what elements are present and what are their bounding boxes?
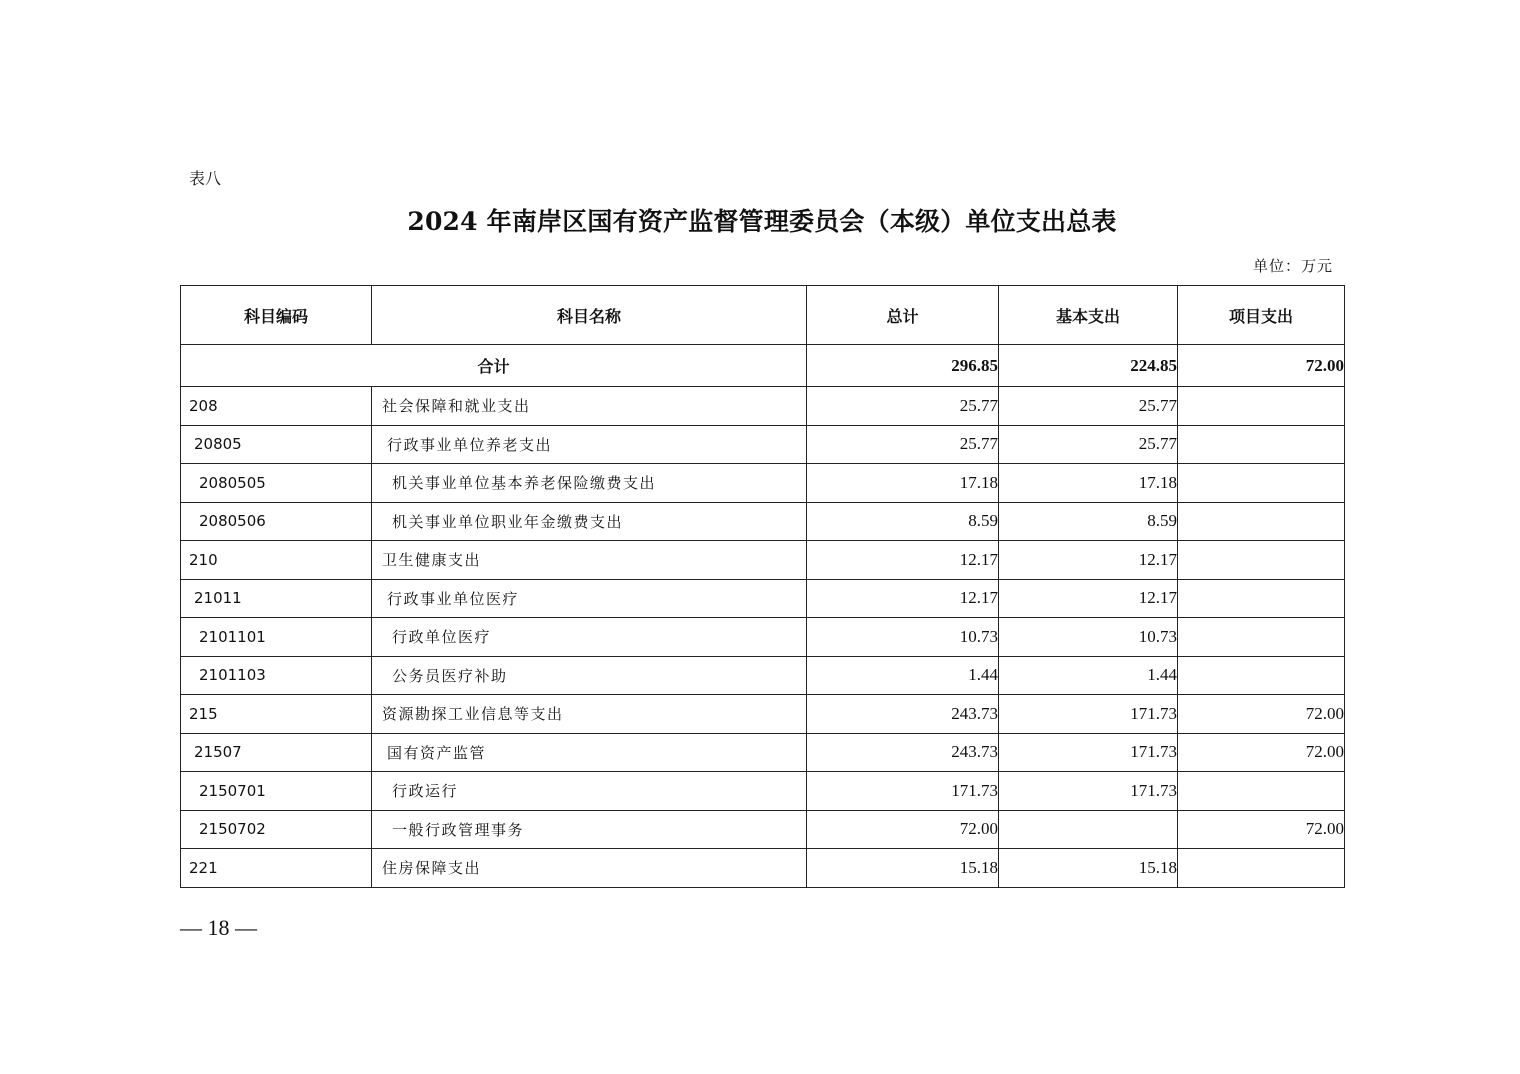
row-total: 243.73 <box>807 695 999 734</box>
table-row <box>181 695 1345 734</box>
table-row <box>181 541 1345 580</box>
row-code: 208 <box>181 387 372 426</box>
row-project: 72.00 <box>1178 733 1345 772</box>
header-code: 科目编码 <box>181 286 372 345</box>
row-code: 2150702 <box>181 810 372 849</box>
row-basic: 12.17 <box>999 541 1178 580</box>
row-name: 行政运行 <box>372 772 807 811</box>
table-header-row <box>181 286 1345 345</box>
table-row <box>181 502 1345 541</box>
row-project <box>1178 656 1345 695</box>
row-project: 72.00 <box>1178 695 1345 734</box>
total-project: 72.00 <box>1178 345 1345 387</box>
row-name: 一般行政管理事务 <box>372 810 807 849</box>
header-project: 项目支出 <box>1178 286 1345 345</box>
row-project <box>1178 425 1345 464</box>
row-code: 20805 <box>181 425 372 464</box>
row-basic: 25.77 <box>999 425 1178 464</box>
row-code: 2101101 <box>181 618 372 657</box>
row-basic: 171.73 <box>999 695 1178 734</box>
row-basic: 25.77 <box>999 387 1178 426</box>
unit-note: 单位：万元 <box>1252 257 1333 275</box>
row-name: 国有资产监管 <box>372 733 807 772</box>
row-name: 公务员医疗补助 <box>372 656 807 695</box>
row-project <box>1178 618 1345 657</box>
row-name: 卫生健康支出 <box>372 541 807 580</box>
table-row <box>181 849 1345 888</box>
row-basic: 1.44 <box>999 656 1178 695</box>
table-row <box>181 656 1345 695</box>
table-row <box>181 810 1345 849</box>
row-project <box>1178 502 1345 541</box>
row-project <box>1178 541 1345 580</box>
row-code: 21011 <box>181 579 372 618</box>
row-basic: 171.73 <box>999 733 1178 772</box>
row-total: 72.00 <box>807 810 999 849</box>
row-name: 资源勘探工业信息等支出 <box>372 695 807 734</box>
row-project <box>1178 464 1345 503</box>
row-total: 17.18 <box>807 464 999 503</box>
table-row <box>181 579 1345 618</box>
row-name: 社会保障和就业支出 <box>372 387 807 426</box>
header-name: 科目名称 <box>372 286 807 345</box>
header-total: 总计 <box>807 286 999 345</box>
row-code: 2101103 <box>181 656 372 695</box>
page-number: — 18 — <box>180 915 257 940</box>
row-project <box>1178 849 1345 888</box>
row-code: 2150701 <box>181 772 372 811</box>
row-code: 21507 <box>181 733 372 772</box>
table-row <box>181 425 1345 464</box>
table-row <box>181 772 1345 811</box>
row-project: 72.00 <box>1178 810 1345 849</box>
row-basic: 12.17 <box>999 579 1178 618</box>
total-label: 合计 <box>181 345 807 387</box>
row-code: 2080506 <box>181 502 372 541</box>
row-total: 15.18 <box>807 849 999 888</box>
row-name: 行政单位医疗 <box>372 618 807 657</box>
total-value: 296.85 <box>807 345 999 387</box>
table-label: 表八 <box>189 169 222 188</box>
header-basic: 基本支出 <box>999 286 1178 345</box>
row-code: 215 <box>181 695 372 734</box>
row-project <box>1178 579 1345 618</box>
row-total: 171.73 <box>807 772 999 811</box>
expenditure-table <box>180 285 1345 888</box>
row-project <box>1178 772 1345 811</box>
row-code: 221 <box>181 849 372 888</box>
row-name: 机关事业单位职业年金缴费支出 <box>372 502 807 541</box>
page-title: 2024 年南岸区国有资产监督管理委员会（本级）单位支出总表 <box>407 207 1117 236</box>
row-total: 25.77 <box>807 387 999 426</box>
row-name: 行政事业单位医疗 <box>372 579 807 618</box>
row-basic: 8.59 <box>999 502 1178 541</box>
total-basic: 224.85 <box>999 345 1178 387</box>
row-name: 机关事业单位基本养老保险缴费支出 <box>372 464 807 503</box>
total-row <box>181 345 1345 387</box>
row-total: 8.59 <box>807 502 999 541</box>
row-project <box>1178 387 1345 426</box>
row-name: 行政事业单位养老支出 <box>372 425 807 464</box>
row-total: 1.44 <box>807 656 999 695</box>
row-basic <box>999 810 1178 849</box>
row-total: 12.17 <box>807 541 999 580</box>
row-basic: 17.18 <box>999 464 1178 503</box>
row-basic: 15.18 <box>999 849 1178 888</box>
row-total: 25.77 <box>807 425 999 464</box>
row-total: 10.73 <box>807 618 999 657</box>
row-basic: 171.73 <box>999 772 1178 811</box>
table-row <box>181 733 1345 772</box>
row-name: 住房保障支出 <box>372 849 807 888</box>
table-row <box>181 618 1345 657</box>
table-row <box>181 464 1345 503</box>
row-total: 243.73 <box>807 733 999 772</box>
table-row <box>181 387 1345 426</box>
row-code: 2080505 <box>181 464 372 503</box>
row-code: 210 <box>181 541 372 580</box>
row-basic: 10.73 <box>999 618 1178 657</box>
row-total: 12.17 <box>807 579 999 618</box>
